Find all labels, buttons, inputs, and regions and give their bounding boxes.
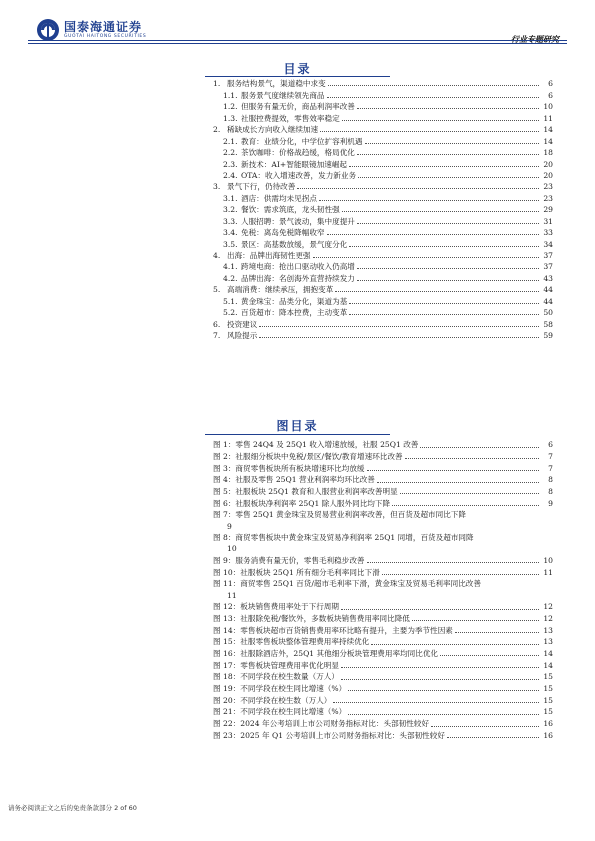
figure-entry-page: 15 xyxy=(543,695,553,705)
toc-entry-page: 44 xyxy=(543,285,553,295)
toc-entry[interactable] xyxy=(213,181,553,192)
figure-dot-leader xyxy=(341,609,539,610)
toc-entry[interactable] xyxy=(213,250,553,261)
figure-entry-title: 图 8：商贸零售板块中黄金珠宝及贸易净利润率 25Q1 同增，百货及超市同降 xyxy=(213,532,474,542)
figure-entry-page: 7 xyxy=(548,463,553,473)
figure-entry-title: 图 23：2025 年 Q1 公考培训上市公司财务指标对比：头部韧性较好 xyxy=(213,730,445,740)
figure-dot-leader xyxy=(392,505,539,506)
figure-entry[interactable] xyxy=(213,624,553,636)
figure-entry-page: 12 xyxy=(543,602,553,612)
figure-entry-title: 图 22：2024 年公考培训上市公司财务指标对比：头部韧性较好 xyxy=(213,719,430,729)
toc-entry-page: 6 xyxy=(548,90,553,100)
toc-entry-number: 3.3. xyxy=(223,216,238,226)
figure-dot-leader xyxy=(447,737,539,738)
toc-dot-leader xyxy=(320,131,539,132)
figure-entry-title: 图 15：社服零售板块整体管理费用率持续优化 xyxy=(213,637,370,647)
figure-entry-title: 图 3：商贸零售板块所有板块增速环比均放缓 xyxy=(213,463,365,473)
figure-dot-leader xyxy=(431,726,539,727)
toc-dot-leader xyxy=(349,246,539,247)
toc-entry-page: 43 xyxy=(543,273,553,283)
figure-entry[interactable] xyxy=(213,532,553,555)
toc-entry-page: 18 xyxy=(543,148,553,158)
toc-entry-page: 10 xyxy=(543,102,553,112)
figure-dot-leader xyxy=(400,493,539,494)
report-type: 行业专题研究 xyxy=(511,35,559,44)
figure-entry[interactable] xyxy=(213,636,553,648)
figure-entry-title: 图 9：服务消费有量无价，零售毛利稳步改善 xyxy=(213,556,365,566)
figure-entry[interactable] xyxy=(213,659,553,671)
toc-entry-title: 但服务有量无价，商品利润率改善 xyxy=(241,102,355,112)
toc-entry[interactable] xyxy=(213,101,553,112)
toc-dot-leader xyxy=(328,85,539,86)
toc-dot-leader xyxy=(297,188,539,189)
toc-dot-leader xyxy=(342,120,539,121)
figure-dot-leader xyxy=(333,702,539,703)
figure-entry[interactable] xyxy=(213,566,553,578)
toc-entry-number: 2.2. xyxy=(223,148,238,158)
figure-entry-page: 16 xyxy=(543,719,553,729)
figure-entry-page: 10 xyxy=(543,556,553,566)
figure-entry-page: 15 xyxy=(543,707,553,717)
toc-entry-title: 景区：高基数放缓，景气度分化 xyxy=(241,239,348,249)
figure-entry-title: 图 16：社服除酒店外，25Q1 其他细分板块管理费用率均同比优化 xyxy=(213,648,439,658)
figure-entry[interactable] xyxy=(213,601,553,613)
figure-entry-page: 14 xyxy=(543,648,553,658)
toc-entry-title: 新技术：AI+智能眼镜加速崛起 xyxy=(241,159,347,169)
figure-dot-leader xyxy=(405,458,539,459)
toc-dot-leader xyxy=(357,154,539,155)
figure-entry[interactable] xyxy=(213,706,553,718)
toc-title-rule xyxy=(205,76,390,77)
toc-entry-number: 4.2. xyxy=(223,273,238,283)
lof-title: 图目录 xyxy=(276,419,319,433)
toc-entry-title: 品牌出海：名创海外直营持续发力 xyxy=(241,273,355,283)
guotai-haitong-logo-icon xyxy=(36,18,60,42)
toc-entry-title: 茶饮咖啡：价格战趋缓，格局优化 xyxy=(241,148,355,158)
toc-entry-number: 5. xyxy=(213,285,221,295)
figure-entry-title: 图 14：零售板块超市百货销售费用率环比略有提升，主要为季节性因素 xyxy=(213,625,453,635)
figure-entry[interactable] xyxy=(213,671,553,683)
figure-entry[interactable] xyxy=(213,718,553,730)
toc-entry[interactable] xyxy=(213,318,553,329)
toc-dot-leader xyxy=(349,166,539,167)
toc-entry-title: 酒店：供需均未见拐点 xyxy=(241,193,317,203)
figure-entry-title: 图 10：社服板块 25Q1 所有细分毛利率同比下滑 xyxy=(213,567,380,577)
toc-dot-leader xyxy=(342,211,539,212)
toc-entry-title: 人服招聘：景气波动，集中度提升 xyxy=(241,216,355,226)
toc-entry-number: 4.1. xyxy=(223,262,238,272)
figure-entry-title: 图 17：零售板块管理费用率优化明显 xyxy=(213,660,339,670)
figure-entry-title: 图 2：社服细分板块中免税/景区/餐饮/教育增速环比改善 xyxy=(213,451,403,461)
page-footer: 请务必阅读正文之后的免责条款部分 2 of 60 xyxy=(8,804,137,812)
figure-entry[interactable] xyxy=(213,613,553,625)
brand-name-en: GUOTAI HAITONG SECURITIES xyxy=(64,34,147,39)
figure-entry-page: 9 xyxy=(548,498,553,508)
toc-entry-number: 2.1. xyxy=(223,136,238,146)
figure-entry[interactable] xyxy=(213,462,553,474)
toc-entry-title: 投资建议 xyxy=(227,319,258,329)
toc-entry-title: 免税：离岛免税降幅收窄 xyxy=(241,228,325,238)
list-of-figures xyxy=(213,439,553,741)
figure-entry-title: 图 1：零售 24Q4 及 25Q1 收入增速放缓，社服 25Q1 改善 xyxy=(213,440,419,450)
toc-entry-number: 1.2. xyxy=(223,102,238,112)
toc-entry-title: 服务景气度继续领先商品 xyxy=(241,90,325,100)
figure-entry[interactable] xyxy=(213,497,553,509)
toc-entry-number: 5.1. xyxy=(223,296,238,306)
toc-entry[interactable] xyxy=(213,261,553,272)
figure-entry-title: 图 11：商贸零售 25Q1 百货/超市毛利率下滑，黄金珠宝及贸易毛利率同比改善 xyxy=(213,579,481,589)
figure-dot-leader xyxy=(341,667,539,668)
figure-entry-page: 15 xyxy=(543,684,553,694)
figure-dot-leader xyxy=(420,447,539,448)
figure-dot-leader xyxy=(348,690,539,691)
brand-name-cn: 国泰海通证券 xyxy=(64,20,143,34)
toc-entry-number: 1.1. xyxy=(223,90,238,100)
toc-entry-page: 29 xyxy=(543,205,553,215)
figure-entry[interactable] xyxy=(213,486,553,498)
toc-entry-page: 20 xyxy=(543,170,553,180)
page-header xyxy=(28,12,567,52)
toc-entry-page: 50 xyxy=(543,308,553,318)
toc-entry-number: 4. xyxy=(213,251,221,260)
toc-entry-page: 14 xyxy=(543,136,553,146)
toc-dot-leader xyxy=(335,291,539,292)
toc-entry-title: 风险提示 xyxy=(227,331,258,341)
toc-entry-title: 教育：业绩分化，中学位扩容利机遇 xyxy=(241,136,363,146)
toc-entry[interactable] xyxy=(213,330,553,341)
figure-dot-leader xyxy=(367,562,539,563)
figure-dot-leader xyxy=(440,655,539,656)
toc-entry-page: 34 xyxy=(543,239,553,249)
toc-entry-page: 11 xyxy=(543,113,553,123)
toc-dot-leader xyxy=(313,257,539,258)
toc-entry-title: 服务结构景气，渠道稳中求变 xyxy=(227,79,326,89)
toc-entry[interactable] xyxy=(213,135,553,146)
toc-entry-number: 1. xyxy=(213,79,221,89)
toc-entry-number: 1.3. xyxy=(223,113,238,123)
toc-entry[interactable] xyxy=(213,238,553,249)
figure-entry[interactable] xyxy=(213,555,553,567)
figure-entry-page: 13 xyxy=(543,637,553,647)
toc-entry[interactable] xyxy=(213,158,553,169)
toc-entry-number: 5.2. xyxy=(223,308,238,318)
toc-entry-page: 14 xyxy=(543,125,553,135)
figure-dot-leader xyxy=(371,644,539,645)
figure-dot-leader xyxy=(348,714,539,715)
figure-entry[interactable] xyxy=(213,451,553,463)
toc-entry-number: 3.5. xyxy=(223,239,238,249)
toc-entry[interactable] xyxy=(213,204,553,215)
figure-entry-page: 11 xyxy=(227,590,237,600)
toc-dot-leader xyxy=(327,97,539,98)
toc-entry-page: 37 xyxy=(543,251,553,260)
toc-entry-title: 餐饮：需求筑底，龙头韧性强 xyxy=(241,205,340,215)
figure-entry-title: 图 12：板块销售费用率处于下行周期 xyxy=(213,602,339,612)
figure-entry[interactable] xyxy=(213,730,553,742)
lof-title-rule xyxy=(205,434,390,435)
figure-entry-page: 12 xyxy=(543,613,553,623)
figure-entry-title: 图 18：不同学段在校生数量（万人） xyxy=(213,672,339,682)
figure-entry-title: 图 5：社服板块 25Q1 教育和人服营业利润率改善明显 xyxy=(213,487,398,497)
toc-dot-leader xyxy=(357,108,539,109)
toc-entry-page: 33 xyxy=(543,228,553,238)
toc-entry[interactable] xyxy=(213,272,553,283)
figure-entry[interactable] xyxy=(213,578,553,601)
toc-entry-page: 6 xyxy=(548,79,553,89)
toc-entry-page: 23 xyxy=(543,193,553,203)
toc-dot-leader xyxy=(357,223,539,224)
figure-entry[interactable] xyxy=(213,474,553,486)
toc-entry-title: 高端消费：继续承压，拥抱变革 xyxy=(227,285,334,295)
figure-dot-leader xyxy=(382,574,539,575)
toc-entry-number: 2. xyxy=(213,125,221,135)
figure-entry-page: 8 xyxy=(548,487,553,497)
toc-entry[interactable] xyxy=(213,295,553,306)
figure-entry-title: 图 21：不同学段在校生同比增速（%） xyxy=(213,707,347,717)
figure-dot-leader xyxy=(377,482,539,483)
brand-logo xyxy=(36,18,146,42)
figure-entry-page: 7 xyxy=(548,451,553,461)
toc-entry[interactable] xyxy=(213,78,553,89)
table-of-contents xyxy=(213,78,553,341)
toc-dot-leader xyxy=(259,337,539,338)
figure-dot-leader xyxy=(412,620,539,621)
toc-dot-leader xyxy=(357,268,539,269)
toc-dot-leader xyxy=(357,280,539,281)
header-divider xyxy=(28,40,567,41)
figure-entry-title: 图 4：社服及零售 25Q1 营业利润率均环比改善 xyxy=(213,475,375,485)
toc-entry-number: 3.4. xyxy=(223,228,238,238)
toc-entry-page: 20 xyxy=(543,159,553,169)
toc-entry[interactable] xyxy=(213,112,553,123)
toc-entry-title: 景气下行，仍待改善 xyxy=(227,182,296,192)
toc-dot-leader xyxy=(259,326,539,327)
toc-entry[interactable] xyxy=(213,227,553,238)
figure-entry-page: 8 xyxy=(548,475,553,485)
figure-dot-leader xyxy=(341,679,539,680)
toc-title: 目录 xyxy=(283,62,312,76)
toc-dot-leader xyxy=(319,200,539,201)
toc-entry-page: 44 xyxy=(543,296,553,306)
figure-entry[interactable] xyxy=(213,683,553,695)
toc-entry[interactable] xyxy=(213,170,553,181)
toc-entry-title: 出海：品牌出海韧性更强 xyxy=(227,251,311,260)
figure-entry[interactable] xyxy=(213,694,553,706)
figure-entry-page: 16 xyxy=(543,730,553,740)
figure-entry[interactable] xyxy=(213,439,553,451)
figure-entry-page: 13 xyxy=(543,625,553,635)
figure-entry-title: 图 20：不同学段在校生数（万人） xyxy=(213,695,332,705)
toc-entry[interactable] xyxy=(213,284,553,295)
figure-entry-title: 图 13：社服除免税/餐饮外，多数板块销售费用率同比降低 xyxy=(213,613,410,623)
toc-entry-number: 3.2. xyxy=(223,205,238,215)
figure-entry-page: 15 xyxy=(543,672,553,682)
toc-entry-number: 6. xyxy=(213,319,221,329)
figure-entry-page: 10 xyxy=(227,544,237,554)
toc-entry[interactable] xyxy=(213,124,553,135)
figure-entry-title: 图 7：零售 25Q1 黄金珠宝及贸易营业利润率改善，但百货及超市同比下降 xyxy=(213,510,467,520)
figure-dot-leader xyxy=(455,632,539,633)
toc-entry-title: 稀缺成长方向收入继续加速 xyxy=(227,125,319,135)
toc-entry-title: 跨境电商：抢出口驱动收入仍高增 xyxy=(241,262,355,272)
figure-entry-page: 14 xyxy=(543,660,553,670)
figure-entry-page: 9 xyxy=(227,521,232,531)
figure-entry-page: 11 xyxy=(543,567,553,577)
toc-entry-title: 社服控费提效，零售效率稳定 xyxy=(241,113,340,123)
toc-entry-page: 31 xyxy=(543,216,553,226)
figure-dot-leader xyxy=(367,470,539,471)
figure-entry-page: 6 xyxy=(548,440,553,450)
toc-dot-leader xyxy=(358,177,539,178)
toc-entry-number: 7. xyxy=(213,331,221,341)
toc-entry-title: 黄金珠宝：品类分化，渠道为基 xyxy=(241,296,348,306)
toc-entry[interactable] xyxy=(213,192,553,203)
toc-dot-leader xyxy=(365,143,540,144)
toc-entry-title: OTA：收入增速改善，发力新业务 xyxy=(241,170,357,180)
toc-dot-leader xyxy=(349,314,539,315)
figure-entry[interactable] xyxy=(213,648,553,660)
header-divider-thin xyxy=(28,43,567,44)
toc-dot-leader xyxy=(349,303,539,304)
toc-entry-number: 3. xyxy=(213,182,221,192)
figure-entry[interactable] xyxy=(213,509,553,532)
figure-entry-title: 图 19：不同学段在校生同比增速（%） xyxy=(213,684,347,694)
toc-entry[interactable] xyxy=(213,307,553,318)
toc-entry-title: 百货超市：降本控费，主动变革 xyxy=(241,308,348,318)
toc-entry[interactable] xyxy=(213,147,553,158)
toc-entry-number: 3.1. xyxy=(223,193,238,203)
toc-entry[interactable] xyxy=(213,215,553,226)
toc-entry-page: 37 xyxy=(543,262,553,272)
toc-entry-page: 23 xyxy=(543,182,553,192)
toc-entry-number: 2.4. xyxy=(223,170,238,180)
toc-entry[interactable] xyxy=(213,89,553,100)
figure-entry-title: 图 6：社服板块净利润率 25Q1 除人服外同比均下降 xyxy=(213,498,391,508)
toc-entry-page: 59 xyxy=(543,331,553,341)
toc-dot-leader xyxy=(327,234,539,235)
toc-entry-number: 2.3. xyxy=(223,159,238,169)
toc-entry-page: 58 xyxy=(543,319,553,329)
